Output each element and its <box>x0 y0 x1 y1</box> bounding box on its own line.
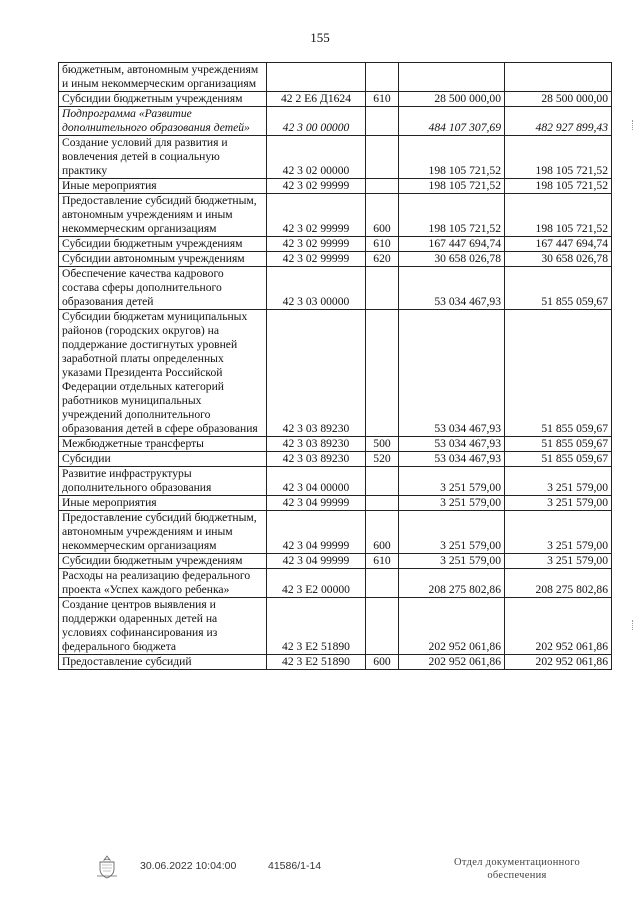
row-vr-cell: 620 <box>366 252 399 267</box>
row-vr-cell <box>366 63 399 92</box>
row-sum-2022-cell: 53 034 467,93 <box>399 310 505 437</box>
row-sum-2023-cell: 198 105 721,52 <box>505 179 612 194</box>
row-sum-2022-cell: 484 107 307,69 <box>399 107 505 136</box>
row-code-cell: 42 3 02 00000 <box>267 136 366 179</box>
row-sum-2022-cell: 53 034 467,93 <box>399 452 505 467</box>
row-code-cell <box>267 63 366 92</box>
scan-edge-mark <box>632 620 636 630</box>
row-code-cell: 42 3 04 99999 <box>267 554 366 569</box>
row-code-cell: 42 3 04 99999 <box>267 496 366 511</box>
row-sum-2023-cell: 3 251 579,00 <box>505 467 612 496</box>
row-code-cell: 42 2 E6 Д1624 <box>267 92 366 107</box>
row-sum-2022-cell: 202 952 061,86 <box>399 598 505 655</box>
row-sum-2022-cell: 167 447 694,74 <box>399 237 505 252</box>
row-code-cell: 42 3 03 00000 <box>267 267 366 310</box>
table-row <box>59 136 612 179</box>
row-sum-2023-cell: 167 447 694,74 <box>505 237 612 252</box>
row-code-cell: 42 3 03 89230 <box>267 310 366 437</box>
row-code-cell: 42 3 03 89230 <box>267 452 366 467</box>
row-vr-cell <box>366 107 399 136</box>
row-sum-2023-cell <box>505 63 612 92</box>
row-sum-2022-cell: 198 105 721,52 <box>399 136 505 179</box>
row-name-cell: Субсидии бюджетным учреждениям <box>59 237 267 252</box>
row-sum-2023-cell: 51 855 059,67 <box>505 310 612 437</box>
page-number: 155 <box>310 30 330 45</box>
row-name-cell: Субсидии <box>59 452 267 467</box>
row-sum-2023-cell: 3 251 579,00 <box>505 511 612 554</box>
row-code-cell: 42 3 E2 51890 <box>267 655 366 670</box>
row-vr-cell: 610 <box>366 92 399 107</box>
row-vr-cell: 500 <box>366 437 399 452</box>
row-name-cell: Создание условий для развития и вовлечения детей в социальную практику <box>59 136 267 179</box>
row-sum-2022-cell: 30 658 026,78 <box>399 252 505 267</box>
row-code-cell: 42 3 E2 51890 <box>267 598 366 655</box>
row-name-cell: бюджетным, автономным учреждениям и иным некоммерческим организациям <box>59 63 267 92</box>
row-sum-2023-cell: 3 251 579,00 <box>505 554 612 569</box>
row-sum-2022-cell: 3 251 579,00 <box>399 511 505 554</box>
row-name-cell: Подпрограмма «Развитие дополнительного образования детей» <box>59 107 267 136</box>
document-footer <box>0 850 640 890</box>
row-sum-2022-cell: 208 275 802,86 <box>399 569 505 598</box>
row-name-cell: Субсидии бюджетам муниципальных районов (городских округов) на поддержание достигнутых уровней заработной платы определенных указами Президента Российской Федерации отдельных категорий работников муниципальных учреждений дополнительного образования детей в сфере образования <box>59 310 267 437</box>
table-row <box>59 194 612 237</box>
table-row <box>59 310 612 437</box>
row-vr-cell <box>366 310 399 437</box>
row-sum-2023-cell: 51 855 059,67 <box>505 437 612 452</box>
row-name-cell: Развитие инфраструктуры дополнительного образования <box>59 467 267 496</box>
row-sum-2023-cell: 208 275 802,86 <box>505 569 612 598</box>
row-vr-cell: 600 <box>366 511 399 554</box>
row-name-cell: Расходы на реализацию федерального проекта «Успех каждого ребенка» <box>59 569 267 598</box>
footer-department: Отдел документационного обеспечения <box>453 857 581 881</box>
row-vr-cell <box>366 598 399 655</box>
row-sum-2023-cell: 3 251 579,00 <box>505 496 612 511</box>
table-row <box>59 437 612 452</box>
scan-edge-mark <box>632 120 636 130</box>
row-name-cell: Иные мероприятия <box>59 496 267 511</box>
row-code-cell: 42 3 04 00000 <box>267 467 366 496</box>
row-sum-2023-cell: 198 105 721,52 <box>505 136 612 179</box>
table-row <box>59 511 612 554</box>
row-sum-2023-cell: 482 927 899,43 <box>505 107 612 136</box>
row-vr-cell: 610 <box>366 554 399 569</box>
row-vr-cell: 600 <box>366 655 399 670</box>
row-vr-cell <box>366 569 399 598</box>
row-code-cell: 42 3 03 89230 <box>267 437 366 452</box>
row-vr-cell <box>366 467 399 496</box>
row-name-cell: Предоставление субсидий бюджетным, автономным учреждениям и иным некоммерческим организациям <box>59 511 267 554</box>
row-sum-2023-cell: 51 855 059,67 <box>505 267 612 310</box>
table-row <box>59 554 612 569</box>
table-row <box>59 237 612 252</box>
table-row <box>59 107 612 136</box>
table-row <box>59 267 612 310</box>
row-code-cell: 42 3 02 99999 <box>267 237 366 252</box>
row-code-cell: 42 3 00 00000 <box>267 107 366 136</box>
row-code-cell: 42 3 02 99999 <box>267 252 366 267</box>
table-row <box>59 63 612 92</box>
row-name-cell: Иные мероприятия <box>59 179 267 194</box>
row-vr-cell <box>366 496 399 511</box>
row-sum-2022-cell: 202 952 061,86 <box>399 655 505 670</box>
row-sum-2023-cell: 202 952 061,86 <box>505 598 612 655</box>
row-name-cell: Межбюджетные трансферты <box>59 437 267 452</box>
row-sum-2022-cell: 28 500 000,00 <box>399 92 505 107</box>
row-sum-2022-cell: 198 105 721,52 <box>399 194 505 237</box>
row-vr-cell: 610 <box>366 237 399 252</box>
row-name-cell: Обеспечение качества кадрового состава сферы дополнительного образования детей <box>59 267 267 310</box>
row-sum-2022-cell: 53 034 467,93 <box>399 267 505 310</box>
row-code-cell: 42 3 E2 00000 <box>267 569 366 598</box>
row-sum-2022-cell: 53 034 467,93 <box>399 437 505 452</box>
row-sum-2023-cell: 28 500 000,00 <box>505 92 612 107</box>
table-row <box>59 655 612 670</box>
row-sum-2023-cell: 202 952 061,86 <box>505 655 612 670</box>
row-vr-cell <box>366 267 399 310</box>
table-row <box>59 496 612 511</box>
row-sum-2022-cell: 3 251 579,00 <box>399 467 505 496</box>
row-vr-cell: 520 <box>366 452 399 467</box>
footer-datetime: 30.06.2022 10:04:00 <box>140 860 237 872</box>
row-sum-2022-cell: 198 105 721,52 <box>399 179 505 194</box>
row-name-cell: Создание центров выявления и поддержки одаренных детей на условиях софинансирования из федерального бюджета <box>59 598 267 655</box>
row-sum-2023-cell: 198 105 721,52 <box>505 194 612 237</box>
budget-table-body <box>59 63 612 670</box>
row-vr-cell <box>366 179 399 194</box>
row-code-cell: 42 3 04 99999 <box>267 511 366 554</box>
table-row <box>59 92 612 107</box>
row-name-cell: Субсидии бюджетным учреждениям <box>59 92 267 107</box>
row-sum-2022-cell: 3 251 579,00 <box>399 554 505 569</box>
row-vr-cell: 600 <box>366 194 399 237</box>
row-sum-2023-cell: 51 855 059,67 <box>505 452 612 467</box>
coat-of-arms-icon <box>94 854 120 880</box>
footer-doc-code: 41586/1-14 <box>268 860 322 872</box>
row-sum-2022-cell: 3 251 579,00 <box>399 496 505 511</box>
table-row <box>59 598 612 655</box>
row-sum-2022-cell <box>399 63 505 92</box>
row-code-cell: 42 3 02 99999 <box>267 194 366 237</box>
table-row <box>59 452 612 467</box>
row-code-cell: 42 3 02 99999 <box>267 179 366 194</box>
row-sum-2023-cell: 30 658 026,78 <box>505 252 612 267</box>
table-row <box>59 467 612 496</box>
table-row <box>59 179 612 194</box>
row-vr-cell <box>366 136 399 179</box>
table-row <box>59 569 612 598</box>
table-row <box>59 252 612 267</box>
row-name-cell: Предоставление субсидий <box>59 655 267 670</box>
row-name-cell: Субсидии бюджетным учреждениям <box>59 554 267 569</box>
budget-table <box>58 62 612 670</box>
row-name-cell: Предоставление субсидий бюджетным, автономным учреждениям и иным некоммерческим организациям <box>59 194 267 237</box>
row-name-cell: Субсидии автономным учреждениям <box>59 252 267 267</box>
